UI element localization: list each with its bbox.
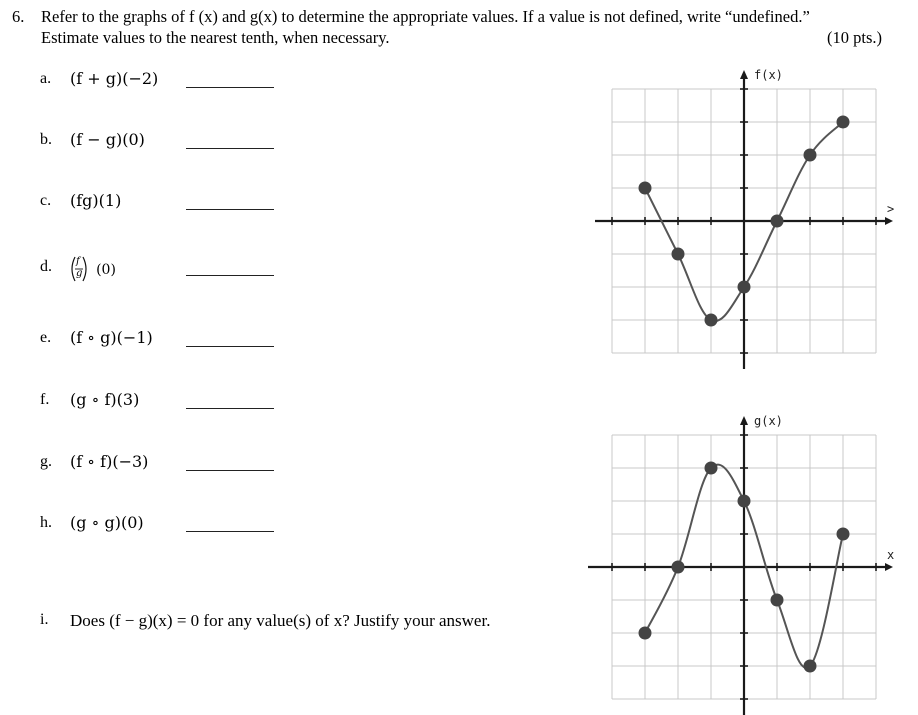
part-expression: (fg)(1) xyxy=(70,191,122,210)
part-expression-arg: (0) xyxy=(96,262,116,278)
data-point xyxy=(672,248,685,261)
data-point xyxy=(705,314,718,327)
part-letter: c. xyxy=(40,192,52,209)
answer-blank[interactable] xyxy=(186,470,274,471)
part-letter: a. xyxy=(40,70,52,87)
data-point xyxy=(837,116,850,129)
answer-blank[interactable] xyxy=(186,209,274,210)
part-expression: (f − g)(0) xyxy=(70,130,145,149)
answer-blank[interactable] xyxy=(186,148,274,149)
data-point xyxy=(705,462,718,475)
data-point xyxy=(672,561,685,574)
fraction-f-over-g xyxy=(70,256,88,282)
question-instructions: Refer to the graphs of f (x) and g(x) to determine the appropriate values. If a value is not defined, write “undefined.” xyxy=(41,7,810,26)
graph-g-of-x xyxy=(588,415,897,715)
data-point xyxy=(804,660,817,673)
x-axis-arrow-icon xyxy=(885,217,893,225)
part-expression: (g ∘ f)(3) xyxy=(70,390,140,409)
data-point xyxy=(738,495,751,508)
data-point xyxy=(771,215,784,228)
part-expression: (f ∘ f)(−3) xyxy=(70,452,149,471)
part-letter: f. xyxy=(40,391,50,408)
answer-blank[interactable] xyxy=(186,346,274,347)
graph-f-of-x xyxy=(595,69,897,369)
answer-blank[interactable] xyxy=(186,531,274,532)
data-point xyxy=(639,182,652,195)
part-expression xyxy=(70,256,116,282)
fraction-denominator: g xyxy=(76,268,83,279)
y-axis-arrow-icon xyxy=(740,416,748,425)
part-letter: b. xyxy=(40,131,52,148)
part-letter: e. xyxy=(40,329,52,346)
function-label: g(x) xyxy=(754,414,783,428)
x-axis-label: x xyxy=(887,548,895,562)
answer-blank[interactable] xyxy=(186,87,274,88)
data-point xyxy=(804,149,817,162)
question-points: (10 pts.) xyxy=(827,28,882,47)
data-point xyxy=(837,528,850,541)
question-instructions-2: Estimate values to the nearest tenth, when necessary. xyxy=(41,28,390,47)
part-expression: (f + g)(−2) xyxy=(70,69,159,88)
part-letter: h. xyxy=(40,514,52,531)
part-expression: (g ∘ g)(0) xyxy=(70,513,144,532)
data-point xyxy=(738,281,751,294)
data-point xyxy=(771,594,784,607)
y-axis-arrow-icon xyxy=(740,70,748,79)
part-letter: g. xyxy=(40,453,52,470)
part-i-question: Does (f − g)(x) = 0 for any value(s) of x? Justify your answer. xyxy=(70,611,491,630)
part-expression: (f ∘ g)(−1) xyxy=(70,328,153,347)
answer-blank[interactable] xyxy=(186,275,274,276)
x-axis-arrow-icon xyxy=(885,563,893,571)
data-point xyxy=(639,627,652,640)
fraction-numerator: f xyxy=(76,256,80,267)
part-letter: d. xyxy=(40,258,52,275)
question-number: 6. xyxy=(12,7,25,26)
x-axis-label: > xyxy=(887,202,895,216)
answer-blank[interactable] xyxy=(186,408,274,409)
part-letter: i. xyxy=(40,611,49,628)
function-label: f(x) xyxy=(754,68,783,82)
